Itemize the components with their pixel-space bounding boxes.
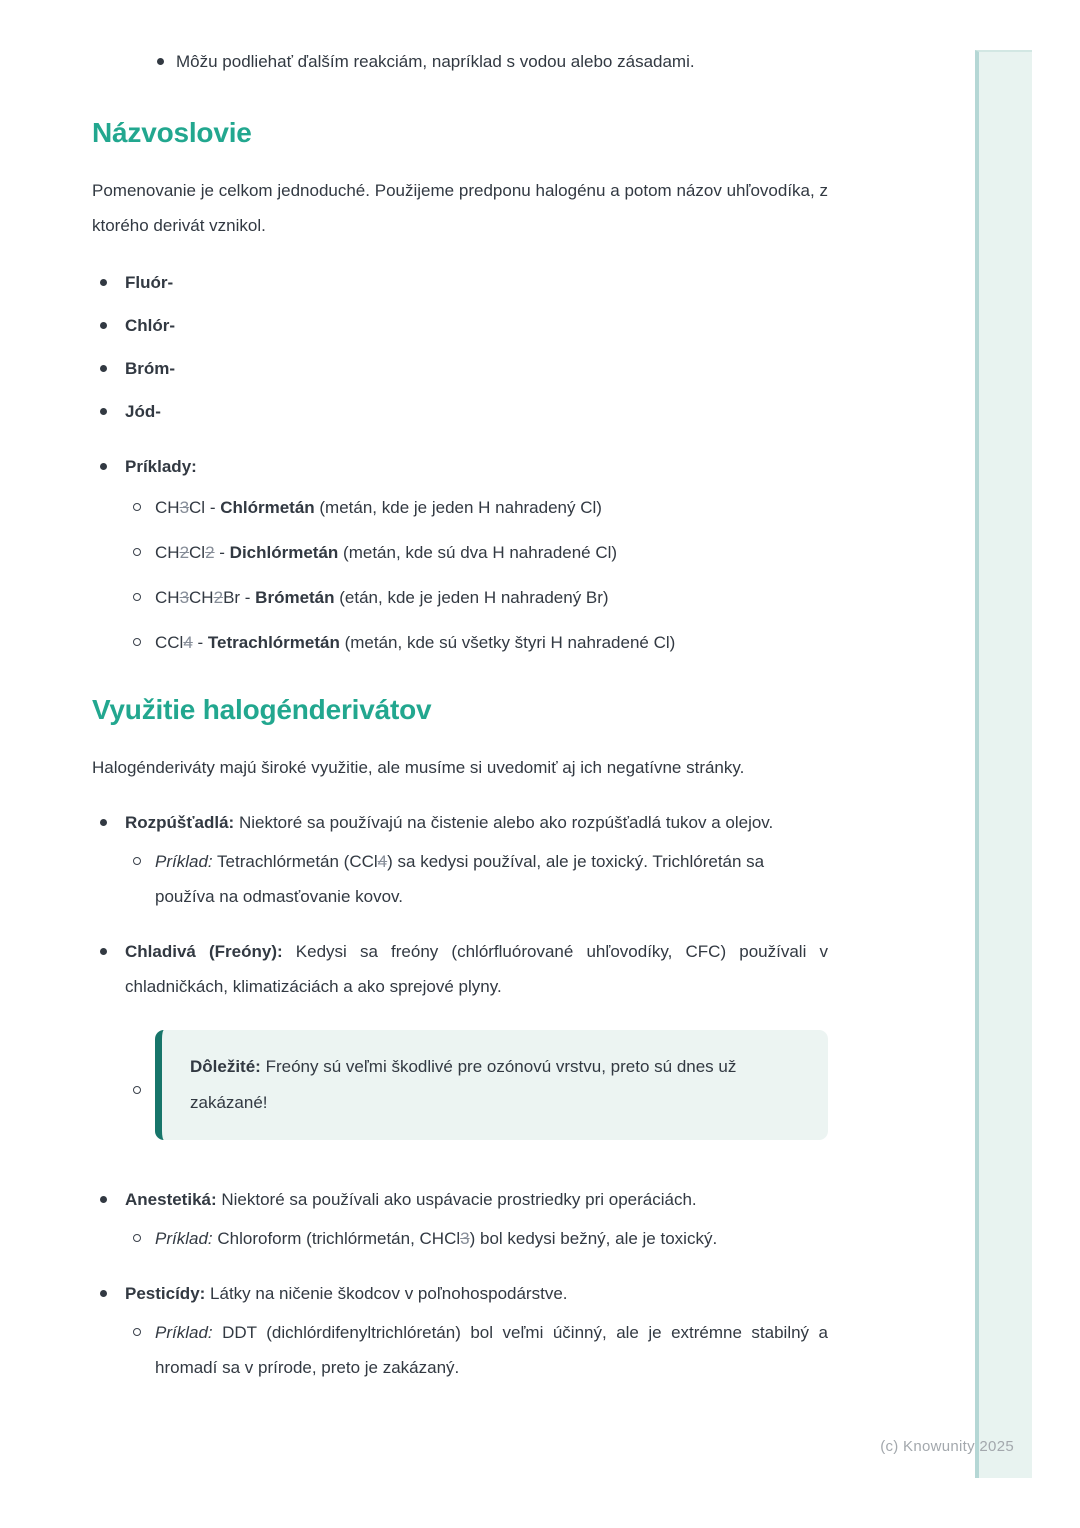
formula-example xyxy=(155,490,828,525)
list-item xyxy=(92,265,828,300)
formula-part: CCl xyxy=(155,633,184,652)
formula-part: CH xyxy=(155,588,180,607)
callout-label: Dôležité: xyxy=(190,1057,261,1076)
example-item xyxy=(125,1315,828,1385)
compound-description: (etán, kde je jeden H nahradený Br) xyxy=(334,588,609,607)
term-label: Anestetiká: xyxy=(125,1190,217,1209)
circle-bullet-icon xyxy=(133,593,141,601)
list-item xyxy=(125,535,828,570)
list-item xyxy=(92,308,828,343)
circle-bullet-icon xyxy=(133,857,141,865)
example-text: DDT (dichlórdifenyltrichlóretán) bol veľmi účinný, ale je extrémne stabilný a hromadí sa v prírode, preto je zakázaný. xyxy=(155,1323,828,1377)
compound-name: Brómetán xyxy=(255,588,335,607)
list-item xyxy=(125,580,828,615)
example-text: ) sa kedysi používal, ale je toxický. Trichlóretán sa používa na odmasťovanie kovov. xyxy=(155,852,765,906)
term-text: Niektoré sa používajú na čistenie alebo ako rozpúšťadlá tukov a olejov. xyxy=(234,813,774,832)
list-item xyxy=(92,44,828,79)
bullet-icon xyxy=(100,279,107,286)
formula-subscript: 3 xyxy=(460,1229,470,1248)
nomenclature-intro-paragraph: Pomenovanie je celkom jednoduché. Použijeme predponu halogénu a potom názov uhľovodíka, z ktorého derivát vznikol. xyxy=(92,181,828,235)
formula-examples-list xyxy=(125,490,828,660)
prefix-label: Bróm- xyxy=(125,359,176,378)
formula-subscript: 2 xyxy=(205,543,215,562)
formula-subscript: 3 xyxy=(179,498,190,517)
callout-item xyxy=(125,1030,828,1140)
circle-bullet-icon xyxy=(133,1234,141,1242)
list-item xyxy=(125,490,828,525)
circle-bullet-icon xyxy=(133,503,141,511)
term-text: Kedysi sa freóny (chlórfluórované uhľovodíky, CFC) používali v chladničkách, klimatizáciách a ako sprejové plyny. xyxy=(125,942,828,996)
list-item-text: Môžu podliehať ďalším reakciám, napríklad s vodou alebo zásadami. xyxy=(176,52,695,71)
example-label: Príklad: xyxy=(155,1323,213,1342)
separator: - xyxy=(205,498,221,517)
formula-example xyxy=(155,535,828,570)
section-heading-usage: Využitie halogénderivátov xyxy=(92,694,432,725)
example-label: Príklad: xyxy=(155,1229,213,1248)
formula-part: CH xyxy=(155,543,180,562)
page-side-strip xyxy=(975,50,1032,1478)
bullet-icon xyxy=(100,819,107,826)
list-item xyxy=(92,351,828,386)
usage-list xyxy=(92,805,828,1385)
important-callout xyxy=(155,1030,828,1140)
example-text: Tetrachlórmetán (CCl xyxy=(212,852,378,871)
formula-example xyxy=(155,625,828,660)
circle-bullet-icon xyxy=(133,1086,141,1094)
list-item-refrigerants xyxy=(92,934,828,1162)
compound-description: (metán, kde je jeden H nahradený Cl) xyxy=(314,498,602,517)
circle-bullet-icon xyxy=(133,548,141,556)
separator: - xyxy=(214,543,230,562)
examples-label: Príklady: xyxy=(125,457,197,476)
term-label: Rozpúšťadlá: xyxy=(125,813,235,832)
copyright-watermark: (c) Knowunity 2025 xyxy=(880,1438,1014,1455)
circle-bullet-icon xyxy=(133,1328,141,1336)
bullet-icon xyxy=(100,365,107,372)
list-item xyxy=(125,625,828,660)
list-item xyxy=(92,394,828,429)
callout-text: Freóny sú veľmi škodlivé pre ozónovú vrstvu, preto sú dnes už zakázané! xyxy=(190,1057,737,1112)
list-item-solvents xyxy=(92,805,828,914)
prefix-label: Jód- xyxy=(125,402,161,421)
separator: - xyxy=(192,633,208,652)
formula-part: Cl xyxy=(189,498,206,517)
term-label: Chladivá (Freóny): xyxy=(125,942,283,961)
formula-part: Cl xyxy=(189,543,206,562)
formula-subscript: 2 xyxy=(179,543,190,562)
bullet-icon xyxy=(157,58,164,65)
separator: - xyxy=(240,588,256,607)
formula-part: CH xyxy=(155,498,180,517)
prefix-label: Chlór- xyxy=(125,316,176,335)
example-text: ) bol kedysi bežný, ale je toxický. xyxy=(469,1229,718,1248)
compound-name: Tetrachlórmetán xyxy=(207,633,340,652)
formula-subscript: 3 xyxy=(179,588,190,607)
example-label: Príklad: xyxy=(155,852,213,871)
formula-part: CH xyxy=(189,588,214,607)
term-text: Látky na ničenie škodcov v poľnohospodárstve. xyxy=(205,1284,568,1303)
list-item-anesthetics xyxy=(92,1182,828,1256)
compound-description: (metán, kde sú všetky štyri H nahradené Cl) xyxy=(339,633,676,652)
bullet-icon xyxy=(100,1196,107,1203)
compound-description: (metán, kde sú dva H nahradené Cl) xyxy=(338,543,618,562)
list-item-pesticides xyxy=(92,1276,828,1385)
bullet-icon xyxy=(100,408,107,415)
circle-bullet-icon xyxy=(133,638,141,646)
compound-name: Dichlórmetán xyxy=(229,543,339,562)
example-text: Chloroform (trichlórmetán, CHCl xyxy=(212,1229,461,1248)
usage-intro-paragraph: Halogénderiváty majú široké využitie, ale musíme si uvedomiť aj ich negatívne stránky. xyxy=(92,758,745,777)
list-item-examples xyxy=(92,449,828,660)
term-label: Pesticídy: xyxy=(125,1284,206,1303)
document-content xyxy=(92,0,828,1385)
compound-name: Chlórmetán xyxy=(220,498,315,517)
bullet-icon xyxy=(100,948,107,955)
example-item xyxy=(125,844,828,914)
formula-subscript: 4 xyxy=(377,852,388,871)
bullet-icon xyxy=(100,1290,107,1297)
bullet-icon xyxy=(100,322,107,329)
formula-subscript: 4 xyxy=(183,633,193,652)
term-text: Niektoré sa používali ako uspávacie prostriedky pri operáciách. xyxy=(216,1190,697,1209)
prefix-label: Fluór- xyxy=(125,273,174,292)
example-item xyxy=(125,1221,828,1256)
formula-subscript: 2 xyxy=(213,588,224,607)
formula-part: Br xyxy=(223,588,241,607)
formula-example xyxy=(155,580,828,615)
bullet-icon xyxy=(100,463,107,470)
section-heading-nomenclature: Názvoslovie xyxy=(92,117,252,148)
prefix-list xyxy=(92,265,828,660)
